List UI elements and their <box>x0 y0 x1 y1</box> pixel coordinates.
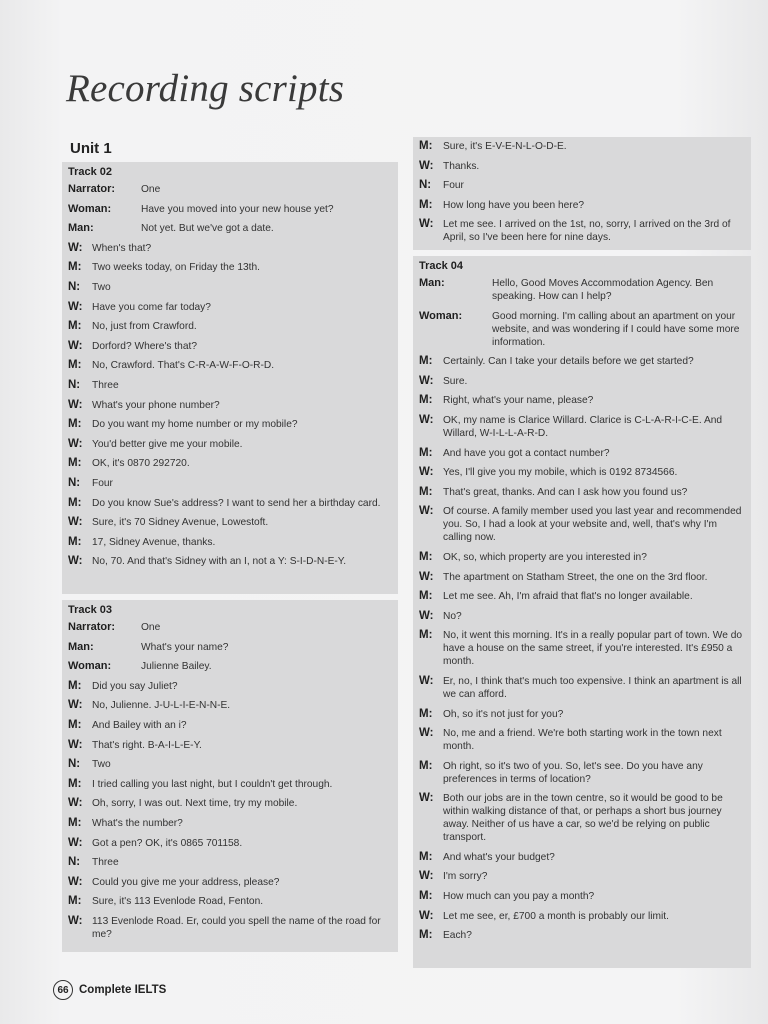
dialogue-line <box>68 359 392 372</box>
dialogue-text: Good morning. I'm calling about an apartment on your website, and was wondering if I could have some more information. <box>492 310 740 348</box>
dialogue-text: Have you moved into your new house yet? <box>141 203 334 215</box>
dialogue-line <box>419 447 745 460</box>
dialogue-text: OK, my name is Clarice Willard. Clarice is C-L-A-R-I-C-E. And Willard, W-I-L-L-A-R-D. <box>443 414 723 439</box>
dialogue-line <box>68 719 392 732</box>
dialogue-line <box>68 778 392 791</box>
dialogue-line <box>419 792 745 844</box>
dialogue-text: No, it went this morning. It's in a really popular part of town. We do have a house on the same street, if you're interested. It's £950 a month. <box>443 630 743 668</box>
track-03-continued-lines <box>419 140 745 244</box>
speaker-label: W: <box>68 738 83 751</box>
speaker-label: N: <box>68 758 81 771</box>
dialogue-line <box>68 457 392 470</box>
track-04-label: Track 04 <box>419 260 464 272</box>
dialogue-text: Certainly. Can I take your details before we get started? <box>443 356 694 368</box>
page-number: 66 <box>53 980 73 1000</box>
speaker-label: W: <box>419 374 434 387</box>
speaker-label: W: <box>68 437 83 450</box>
dialogue-text: Do you know Sue's address? I want to send her a birthday card. <box>92 497 381 509</box>
dialogue-line <box>419 414 745 440</box>
speaker-label: M: <box>419 629 433 642</box>
dialogue-text: Sure, it's 70 Sidney Avenue, Lowestoft. <box>92 517 269 529</box>
speaker-label: M: <box>68 895 82 908</box>
speaker-label: W: <box>68 300 83 313</box>
dialogue-text: I'm sorry? <box>443 871 488 883</box>
dialogue-line <box>419 929 745 942</box>
dialogue-line <box>419 355 745 368</box>
speaker-label: M: <box>419 590 433 603</box>
dialogue-line <box>419 629 745 668</box>
dialogue-line <box>68 477 392 490</box>
speaker-label: M: <box>68 320 82 333</box>
dialogue-line <box>68 183 392 196</box>
dialogue-line <box>68 837 392 850</box>
dialogue-line <box>419 199 745 212</box>
dialogue-line <box>419 890 745 903</box>
dialogue-text: Thanks. <box>443 160 480 172</box>
speaker-label: M: <box>419 198 433 211</box>
dialogue-line <box>419 610 745 623</box>
dialogue-line <box>419 760 745 786</box>
dialogue-text: What's your phone number? <box>92 399 220 411</box>
dialogue-text: What's the number? <box>92 817 183 829</box>
speaker-label: W: <box>68 797 83 810</box>
speaker-label: M: <box>419 140 433 152</box>
dialogue-text: OK, so, which property are you interested in? <box>443 551 647 563</box>
dialogue-line <box>419 277 745 303</box>
speaker-label: M: <box>419 485 433 498</box>
dialogue-line <box>68 758 392 771</box>
speaker-label: M: <box>419 394 433 407</box>
dialogue-line <box>68 621 392 634</box>
dialogue-text: And Bailey with an i? <box>92 719 187 731</box>
speaker-label: W: <box>68 516 83 529</box>
speaker-label: M: <box>68 457 82 470</box>
dialogue-line <box>419 375 745 388</box>
speaker-label: Man: <box>68 222 94 235</box>
speaker-label: W: <box>68 555 83 568</box>
speaker-label: M: <box>419 759 433 772</box>
dialogue-text: Hello, Good Moves Accommodation Agency. Ben speaking. How can I help? <box>492 278 714 302</box>
speaker-label: W: <box>419 727 434 740</box>
speaker-label: M: <box>68 535 82 548</box>
dialogue-line <box>68 379 392 392</box>
speaker-label: M: <box>68 816 82 829</box>
dialogue-text: You'd better give me your mobile. <box>92 438 243 450</box>
dialogue-line <box>419 179 745 192</box>
speaker-label: Woman: <box>419 309 463 322</box>
dialogue-line <box>68 418 392 431</box>
speaker-label: N: <box>68 378 81 391</box>
dialogue-text: 17, Sidney Avenue, thanks. <box>92 536 216 548</box>
dialogue-text: Could you give me your address, please? <box>92 876 280 888</box>
speaker-label: Narrator: <box>68 183 116 195</box>
track-03-label: Track 03 <box>68 604 113 616</box>
speaker-label: Narrator: <box>68 621 116 633</box>
dialogue-text: One <box>141 184 161 195</box>
dialogue-line <box>68 680 392 693</box>
dialogue-line <box>68 915 392 941</box>
dialogue-text: Not yet. But we've got a date. <box>141 223 274 235</box>
dialogue-text: And what's your budget? <box>443 851 555 863</box>
dialogue-text: Sure, it's E-V-E-N-L-O-D-E. <box>443 141 567 152</box>
dialogue-line <box>68 281 392 294</box>
dialogue-text: Two <box>92 759 111 771</box>
track-03-lines <box>68 621 392 941</box>
dialogue-text: Of course. A family member used you last year and recommended you. So, I had a look at your website and, well, that's why I'm calling now. <box>443 506 742 544</box>
page-footer <box>53 980 166 1000</box>
dialogue-line <box>419 466 745 479</box>
track-02-lines <box>68 183 392 568</box>
dialogue-text: That's right. B-A-I-L-E-Y. <box>92 739 202 751</box>
dialogue-line <box>68 301 392 314</box>
speaker-label: W: <box>68 398 83 411</box>
dialogue-line <box>419 160 745 173</box>
speaker-label: W: <box>419 792 434 805</box>
dialogue-line <box>68 438 392 451</box>
dialogue-line <box>68 516 392 529</box>
speaker-label: W: <box>419 159 434 172</box>
track-04-box <box>413 256 751 968</box>
dialogue-line <box>419 870 745 883</box>
speaker-label: N: <box>68 856 81 869</box>
dialogue-line <box>419 310 745 349</box>
dialogue-text: Yes, I'll give you my mobile, which is 0192 8734566. <box>443 467 678 479</box>
dialogue-line <box>68 555 392 568</box>
dialogue-text: Oh, sorry, I was out. Next time, try my mobile. <box>92 798 298 810</box>
dialogue-line <box>68 856 392 869</box>
speaker-label: M: <box>68 359 82 372</box>
dialogue-text: Let me see. Ah, I'm afraid that flat's no longer available. <box>443 591 693 603</box>
dialogue-text: OK, it's 0870 292720. <box>92 458 190 470</box>
dialogue-text: One <box>141 622 161 633</box>
dialogue-text: Right, what's your name, please? <box>443 395 594 407</box>
dialogue-line <box>68 399 392 412</box>
dialogue-text: I tried calling you last night, but I couldn't get through. <box>92 778 333 790</box>
speaker-label: M: <box>419 929 433 942</box>
dialogue-line <box>68 739 392 752</box>
dialogue-text: Four <box>443 180 464 192</box>
speaker-label: W: <box>419 570 434 583</box>
dialogue-text: No? <box>443 610 462 622</box>
dialogue-text: Sure, it's 113 Evenlode Road, Fenton. <box>92 896 264 908</box>
dialogue-line <box>68 222 392 235</box>
dialogue-text: And have you got a contact number? <box>443 447 610 459</box>
speaker-label: W: <box>419 466 434 479</box>
dialogue-line <box>68 641 392 654</box>
dialogue-text: Four <box>92 477 113 489</box>
dialogue-text: Dorford? Where's that? <box>92 340 197 352</box>
speaker-label: Man: <box>68 640 94 653</box>
speaker-label: N: <box>68 476 81 489</box>
speaker-label: W: <box>419 505 434 518</box>
dialogue-line <box>419 851 745 864</box>
dialogue-text: Got a pen? OK, it's 0865 701158. <box>92 837 243 849</box>
dialogue-text: 113 Evenlode Road. Er, could you spell the name of the road for me? <box>92 915 381 940</box>
speaker-label: W: <box>68 914 83 927</box>
speaker-label: W: <box>419 413 434 426</box>
dialogue-text: The apartment on Statham Street, the one on the 3rd floor. <box>443 571 708 583</box>
dialogue-line <box>419 727 745 753</box>
dialogue-text: How long have you been here? <box>443 199 585 211</box>
dialogue-text: That's great, thanks. And can I ask how you found us? <box>443 486 688 498</box>
dialogue-line <box>68 242 392 255</box>
track-02-label: Track 02 <box>68 166 113 178</box>
dialogue-text: Er, no, I think that's much too expensive. I think an apartment is all we can afford. <box>443 675 742 700</box>
speaker-label: W: <box>68 339 83 352</box>
dialogue-text: What's your name? <box>141 641 229 653</box>
dialogue-text: Julienne Bailey. <box>141 661 212 673</box>
speaker-label: N: <box>419 179 432 192</box>
track-04-lines <box>419 277 745 942</box>
dialogue-line <box>419 551 745 564</box>
dialogue-line <box>68 203 392 216</box>
speaker-label: M: <box>419 550 433 563</box>
speaker-label: W: <box>419 218 434 231</box>
speaker-label: W: <box>68 699 83 712</box>
book-title: Complete IELTS <box>79 984 167 996</box>
dialogue-text: Let me see. I arrived on the 1st, no, sorry, I arrived on the 3rd of April, so I've been here for nine days. <box>443 219 731 244</box>
track-03-continued-box <box>413 137 751 250</box>
speaker-label: M: <box>419 890 433 903</box>
page-title: Recording scripts <box>66 67 345 110</box>
dialogue-line <box>419 708 745 721</box>
dialogue-line <box>419 486 745 499</box>
dialogue-line <box>68 876 392 889</box>
dialogue-line <box>419 394 745 407</box>
speaker-label: W: <box>419 674 434 687</box>
dialogue-line <box>419 505 745 544</box>
dialogue-line <box>419 571 745 584</box>
dialogue-line <box>68 660 392 673</box>
speaker-label: W: <box>68 836 83 849</box>
speaker-label: M: <box>419 850 433 863</box>
dialogue-line <box>68 699 392 712</box>
track-03-box <box>62 600 398 952</box>
speaker-label: Woman: <box>68 202 112 215</box>
dialogue-line <box>68 320 392 333</box>
dialogue-text: Did you say Juliet? <box>92 680 178 692</box>
dialogue-line <box>419 910 745 923</box>
dialogue-line <box>68 797 392 810</box>
speaker-label: M: <box>419 446 433 459</box>
speaker-label: W: <box>68 875 83 888</box>
track-02-box <box>62 162 398 594</box>
dialogue-line <box>68 261 392 274</box>
dialogue-text: No, Crawford. That's C-R-A-W-F-O-R-D. <box>92 360 275 372</box>
dialogue-text: No, me and a friend. We're both starting work in the town next month. <box>443 728 722 753</box>
dialogue-text: Let me see, er, £700 a month is probably our limit. <box>443 910 669 922</box>
dialogue-text: Oh right, so it's two of you. So, let's see. Do you have any preferences in terms of location? <box>443 760 703 785</box>
dialogue-text: Do you want my home number or my mobile? <box>92 419 298 431</box>
speaker-label: M: <box>68 718 82 731</box>
speaker-label: Man: <box>419 277 445 289</box>
speaker-label: M: <box>68 777 82 790</box>
speaker-label: W: <box>419 609 434 622</box>
dialogue-text: No, just from Crawford. <box>92 321 197 333</box>
speaker-label: M: <box>68 496 82 509</box>
dialogue-text: Two <box>92 281 111 293</box>
dialogue-text: No, 70. And that's Sidney with an I, not a Y: S-I-D-N-E-Y. <box>92 556 347 568</box>
speaker-label: M: <box>68 261 82 274</box>
speaker-label: M: <box>419 707 433 720</box>
dialogue-line <box>419 140 745 153</box>
dialogue-line <box>68 895 392 908</box>
speaker-label: W: <box>419 870 434 883</box>
speaker-label: W: <box>68 241 83 254</box>
dialogue-text: Each? <box>443 930 472 942</box>
speaker-label: N: <box>68 280 81 293</box>
dialogue-line <box>419 675 745 701</box>
dialogue-text: When's that? <box>92 242 152 254</box>
dialogue-line <box>68 536 392 549</box>
dialogue-text: Three <box>92 857 119 869</box>
speaker-label: M: <box>419 355 433 368</box>
dialogue-text: Two weeks today, on Friday the 13th. <box>92 262 260 274</box>
dialogue-text: How much can you pay a month? <box>443 891 595 903</box>
dialogue-line <box>68 340 392 353</box>
dialogue-text: Oh, so it's not just for you? <box>443 708 564 720</box>
dialogue-text: Sure. <box>443 375 468 387</box>
dialogue-text: Both our jobs are in the town centre, so it would be good to be within walking distance of that, or perhaps a short bus journey away. Neither of us have a car, so we'd be relying on public transport. <box>443 793 723 844</box>
dialogue-line <box>419 218 745 244</box>
dialogue-text: Have you come far today? <box>92 301 211 313</box>
speaker-label: M: <box>68 418 82 431</box>
dialogue-text: No, Julienne. J-U-L-I-E-N-N-E. <box>92 700 231 712</box>
dialogue-line <box>68 817 392 830</box>
dialogue-line <box>68 497 392 510</box>
dialogue-line <box>419 590 745 603</box>
speaker-label: Woman: <box>68 660 112 673</box>
speaker-label: M: <box>68 679 82 692</box>
speaker-label: W: <box>419 909 434 922</box>
unit-heading: Unit 1 <box>70 140 112 157</box>
dialogue-text: Three <box>92 379 119 391</box>
